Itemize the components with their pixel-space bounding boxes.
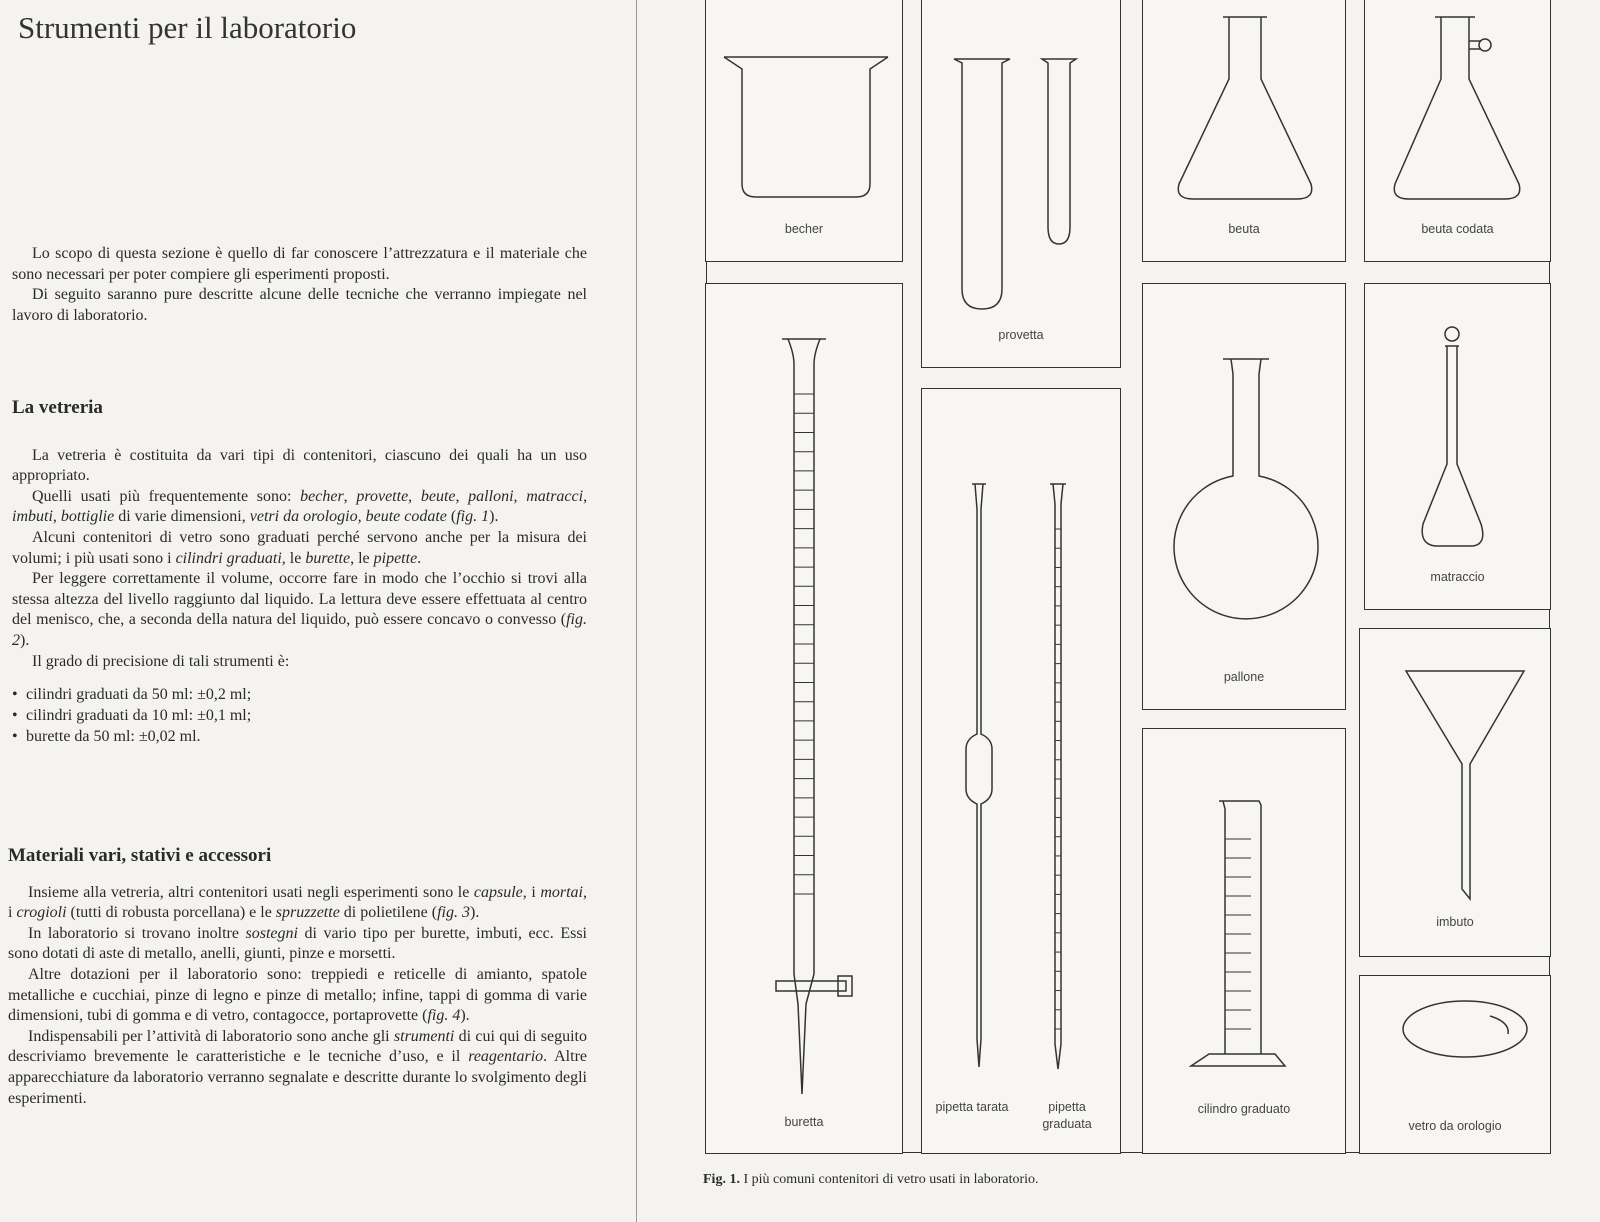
text-run: di cui qui di seguito descriviamo brevemente le caratteristiche e le tecniche d’uso, e il (8, 1027, 587, 1066)
text-run: , i (8, 883, 587, 922)
panel-becher (705, 0, 903, 262)
italic-term: spruzzette (275, 904, 340, 922)
text-run: Di seguito saranno pure descritte alcune delle tecniche che verranno impiegate nel lavoro di laboratorio. (12, 286, 587, 324)
text-run: La vetreria è costituita da vari tipi di contenitori, ciascuno dei quali ha un uso appropriato. (12, 446, 587, 485)
italic-term: imbuti (12, 508, 53, 526)
list-item: • cilindri graduati da 10 ml: ±0,1 ml; (12, 705, 587, 726)
pipette-drawing (922, 389, 1122, 1155)
figure-caption (703, 1172, 1039, 1188)
paragraph (8, 883, 587, 924)
paragraph (12, 446, 587, 487)
italic-term: capsule (473, 883, 523, 901)
label-imbuto: imbuto (1436, 915, 1474, 929)
italic-term: palloni (468, 487, 514, 505)
italic-term: bottiglie (60, 508, 115, 526)
text-run: ( (446, 508, 457, 526)
paragraph (12, 528, 587, 569)
paragraph (12, 285, 587, 326)
paragraph (8, 965, 587, 1027)
text-run: di vario tipo per burette, imbuti, ecc. Essi sono dotati di aste di metallo, anelli, giunti, pinze e morsetti. (8, 924, 587, 963)
caption-text: I più comuni contenitori di vetro usati in laboratorio. (739, 1172, 1039, 1187)
label-beuta-codata: beuta codata (1421, 222, 1494, 236)
section-heading: La vetreria (12, 397, 103, 418)
section-vetreria (12, 398, 587, 747)
label-matraccio: matraccio (1430, 570, 1485, 584)
list-item: • burette da 50 ml: ±0,02 ml. (12, 726, 587, 747)
text-run: Insieme alla vetreria, altri contenitori usati negli esperimenti sono le (28, 883, 474, 901)
precision-list (12, 684, 587, 747)
text-run: ). (470, 904, 480, 922)
text-run: Per leggere correttamente il volume, occorre fare in modo che l’occhio si trovi alla stessa altezza del livello raggiunto dal liquido. La lettura deve essere effettuata al centro del menisco, che, a seconda della natura del liquido, può essere concavo o convesso ( (12, 570, 587, 629)
text-run: , (52, 508, 61, 526)
section-materiali (8, 846, 587, 1109)
text-run: Il grado di precisione di tali strumenti è: (32, 652, 290, 670)
italic-term: crogioli (16, 904, 67, 922)
text-run: In laboratorio si trovano inoltre (28, 924, 246, 942)
italic-term: sostegni (245, 924, 298, 942)
matraccio-drawing (1365, 284, 1552, 611)
text-run: . (417, 549, 422, 567)
panel-pipette (921, 388, 1121, 1154)
panel-matraccio (1364, 283, 1551, 610)
label-cilindro: cilindro graduato (1197, 1102, 1291, 1116)
text-run: , (583, 487, 588, 505)
label-provetta: provetta (998, 328, 1044, 342)
text-run: Altre dotazioni per il laboratorio sono: treppiedi e reticelle di amianto, spatole metalliche e cucchiai, pinze di legno e pinze di metallo; infine, tappi di gomma di varie dimensioni, tubi di gomma e di vetro, contagocce, portaprovette ( (8, 965, 587, 1025)
paragraph (8, 924, 587, 965)
cilindro-drawing (1143, 729, 1347, 1155)
label-buretta: buretta (784, 1115, 824, 1129)
pallone-drawing (1143, 284, 1347, 711)
italic-term: vetri da orologio, beute codate (249, 508, 447, 526)
paragraph (12, 487, 587, 528)
text-run: ). (460, 1007, 470, 1025)
text-run: , (513, 487, 527, 505)
italic-term: mortai (540, 883, 583, 901)
italic-term: burette (305, 549, 351, 567)
provetta-drawing (922, 0, 1122, 369)
italic-term: fig. 3 (437, 904, 470, 922)
panel-provetta (921, 0, 1121, 368)
caption-number: Fig. 1. (703, 1172, 740, 1187)
paragraph (12, 652, 587, 673)
panel-vetro-orologio (1359, 975, 1551, 1154)
text-run: , le (350, 549, 374, 567)
list-item: • cilindri graduati da 50 ml: ±0,2 ml; (12, 684, 587, 705)
text-run: . Altre apparecchiature da laboratorio verranno segnalate e descritte durante lo svolgimento degli esperimenti. (8, 1048, 587, 1107)
text-run: di polietilene ( (339, 904, 438, 922)
italic-term: fig. 4 (427, 1007, 461, 1025)
text-run: , i (522, 883, 541, 901)
label-pallone: pallone (1223, 670, 1265, 684)
italic-term: pipette (373, 549, 418, 567)
panel-imbuto (1359, 628, 1551, 957)
text-run: , (408, 487, 421, 505)
text-run: , (455, 487, 469, 505)
text-run: di varie dimensioni, (114, 508, 250, 526)
italic-term: becher (300, 487, 344, 505)
text-run: Lo scopo di questa sezione è quello di far conoscere l’attrezzatura e il materiale che sono necessari per poter compiere gli esperimenti proposti. (12, 245, 587, 283)
text-run: ). (20, 631, 30, 649)
imbuto-drawing (1360, 629, 1552, 958)
text-run: Indispensabili per l’attività di laboratorio sono anche gli (28, 1027, 394, 1045)
section-heading: Materiali vari, stativi e accessori (8, 845, 272, 866)
label-vetro-orologio: vetro da orologio (1408, 1119, 1502, 1133)
text-run: (tutti di robusta porcellana) e le (66, 904, 276, 922)
italic-term: reagentario (468, 1048, 544, 1066)
figure-1 (706, 0, 1550, 1153)
italic-term: cilindri graduati (175, 549, 282, 567)
italic-term: fig. 2 (12, 611, 587, 649)
italic-term: provette (356, 487, 409, 505)
buretta-drawing (706, 284, 904, 1155)
text-run: Quelli usati più frequentemente sono: (32, 487, 301, 505)
text-run: , le (281, 549, 306, 567)
italic-term: matracci (526, 487, 584, 505)
page-title: Strumenti per il laboratorio (18, 10, 357, 45)
italic-term: strumenti (393, 1027, 455, 1045)
panel-beuta (1142, 0, 1346, 262)
text-run: Alcuni contenitori di vetro sono graduati perché servono anche per la misura dei volumi; i più usati sono i (12, 528, 587, 567)
page-fold (636, 0, 637, 1222)
text-run: , (343, 487, 357, 505)
label-beuta: beuta (1228, 222, 1260, 236)
paragraph (12, 244, 587, 285)
label-pipetta-graduata: pipetta graduata (1042, 1100, 1092, 1131)
intro-text (12, 244, 587, 326)
label-pipetta-tarata: pipetta tarata (935, 1100, 1009, 1114)
panel-buretta (705, 283, 903, 1154)
italic-term: beute (420, 487, 456, 505)
panel-beuta-codata (1364, 0, 1551, 262)
panel-cilindro (1142, 728, 1346, 1154)
italic-term: fig. 1 (456, 508, 490, 526)
panel-pallone (1142, 283, 1346, 710)
paragraph (12, 569, 587, 651)
label-becher: becher (784, 222, 824, 236)
paragraph (8, 1027, 587, 1109)
text-run: ). (489, 508, 499, 526)
